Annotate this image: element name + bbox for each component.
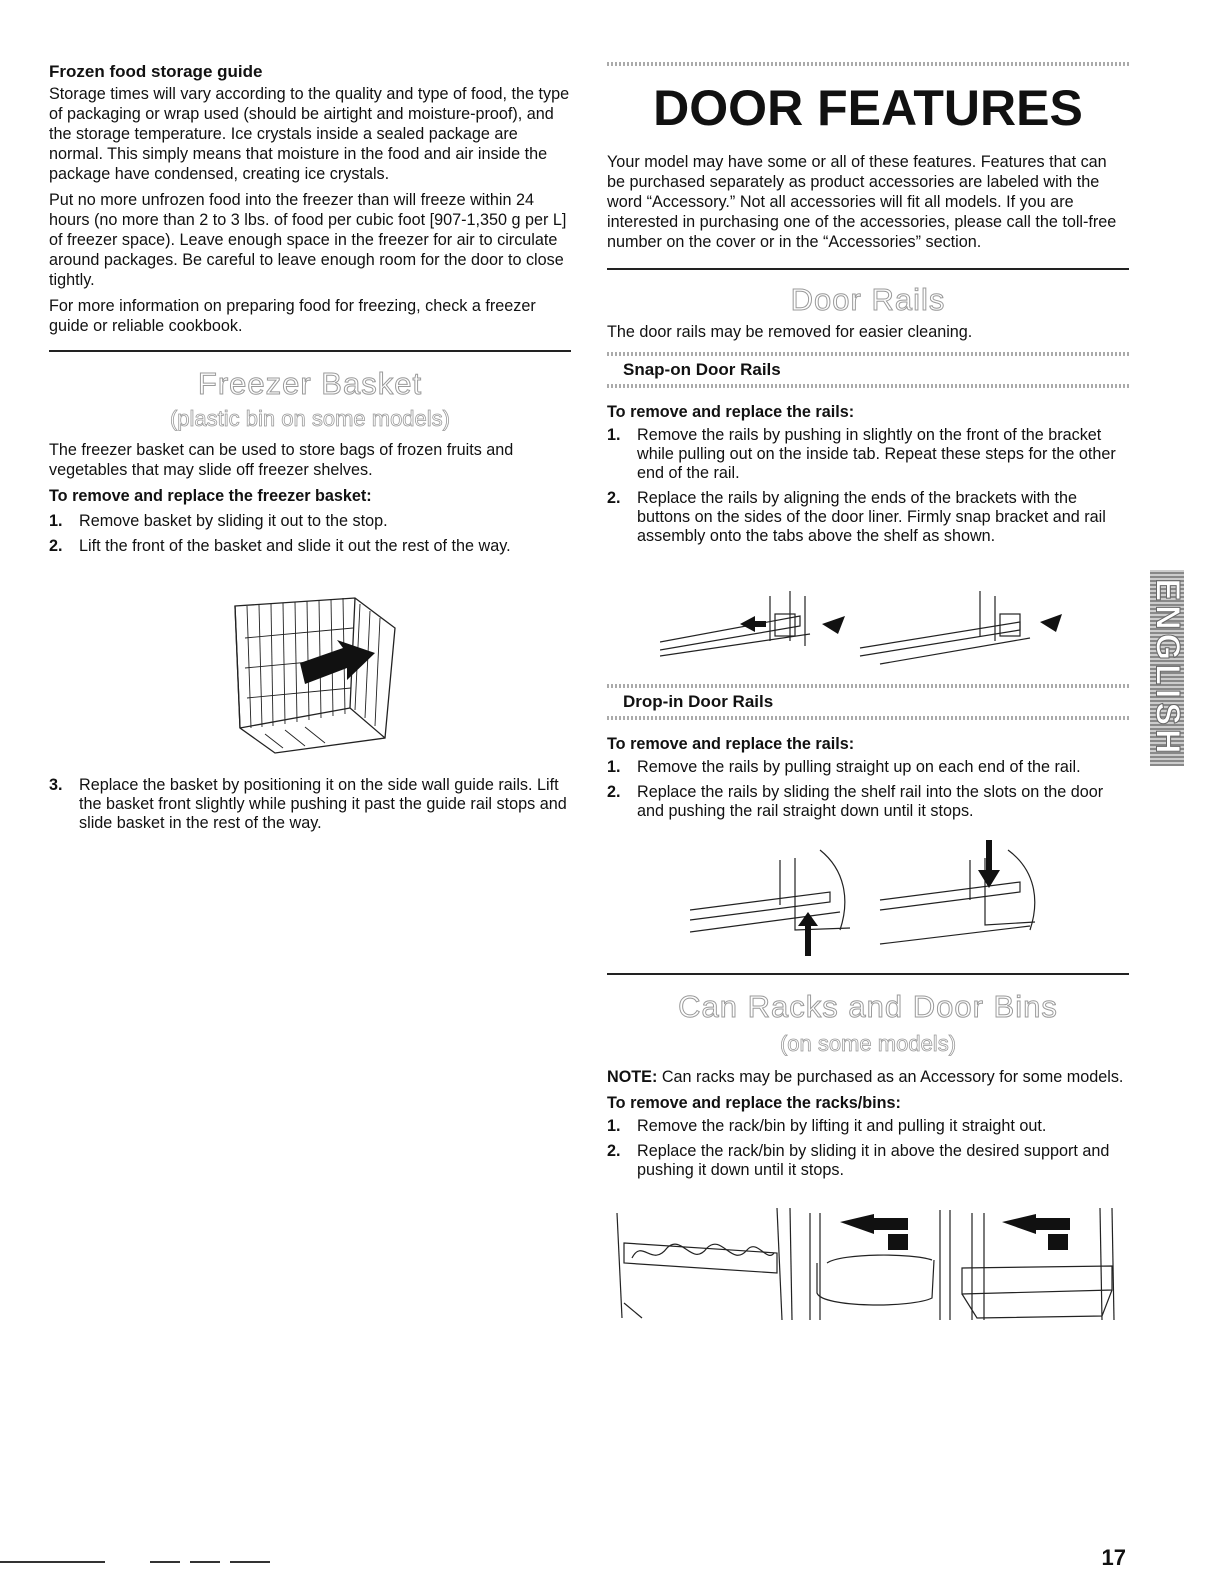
can-racks-subtitle: (on some models)	[779, 1031, 957, 1056]
drop-howto: To remove and replace the rails:	[607, 735, 855, 753]
snap-on-title: Snap-on Door Rails	[623, 360, 781, 379]
list-item: 1. Remove the rails by pushing in slightly on the front of the bracket while pulling out on the inside tab. Repeat these steps for the other end of the rail.	[607, 426, 1116, 482]
drop-in-section	[607, 684, 1129, 827]
snap-on-rails-illustration	[660, 586, 1080, 668]
list-item: 1. Remove the rails by pulling straight up on each end of the rail.	[607, 758, 1081, 776]
basket-steps-a	[49, 512, 571, 556]
section-divider	[607, 268, 1129, 270]
drop-in-rails-illustration	[690, 840, 1050, 960]
frozen-food-title: Frozen food storage guide	[49, 62, 263, 81]
snap-steps	[607, 426, 1129, 546]
list-item: 2. Replace the rails by sliding the shelf rail into the slots on the door and pushing the rail straight down until it stops.	[607, 783, 1104, 820]
door-rails-intro: The door rails may be removed for easier cleaning.	[607, 323, 973, 341]
top-dotted-rule	[607, 62, 1129, 66]
drop-in-title: Drop-in Door Rails	[623, 692, 774, 711]
basket-step-3-block	[49, 776, 571, 839]
snap-howto: To remove and replace the rails:	[607, 403, 855, 421]
left-column	[49, 62, 571, 562]
can-racks-bins-illustration	[612, 1208, 1122, 1326]
list-item: 2. Replace the rack/bin by sliding it in above the desired support and pushing it down until it stops.	[607, 1142, 1110, 1179]
freezer-basket-subtitle: (plastic bin on some models)	[169, 406, 450, 431]
list-item: 2. Lift the front of the basket and slide it out the rest of the way.	[49, 537, 511, 555]
page-number: 17	[1101, 1545, 1126, 1570]
frozen-paragraph-2: Put no more unfrozen food into the freezer than will freeze within 24 hours (no more than 2 to 3 lbs. of food per cubic foot [907-1,350 g per L] of freezer space). Leave enough space in the freezer for air to circulate around packages. Be careful to leave enough room for the door to close tightly.	[49, 191, 567, 289]
dotted-rule	[607, 384, 1129, 388]
frozen-paragraph-1: Storage times will vary according to the quality and type of food, the type of packaging or wrap used (should be airtight and moisture-proof), and the storage temperature. Ice crystals inside a sealed package are normal. This simply means that moisture in the food and air inside the package have condensed, creating ice crystals.	[49, 85, 570, 183]
door-features-title: DOOR FEATURES	[653, 80, 1083, 136]
right-column	[607, 62, 1129, 552]
language-side-tab: ENGLISH	[1150, 570, 1184, 766]
can-racks-note: NOTE: Can racks may be purchased as an Accessory for some models.	[607, 1068, 1124, 1086]
basket-intro: The freezer basket can be used to store bags of frozen fruits and vegetables that may slide off freezer shelves.	[49, 441, 514, 479]
footer-rule	[190, 1561, 220, 1563]
can-howto: To remove and replace the racks/bins:	[607, 1094, 901, 1112]
door-features-intro: Your model may have some or all of these features. Features that can be purchased separately as product accessories are labeled with the word “Accessory.” Not all accessories will fit all models. If you are interested in purchasing one of the accessories, please call the toll-free number on the cover or in the “Accessories” section.	[607, 153, 1117, 251]
list-item: 1. Remove basket by sliding it out to the stop.	[49, 512, 388, 530]
door-rails-title: Door Rails	[790, 282, 946, 317]
freezer-basket-illustration	[225, 588, 400, 758]
footer-rule	[150, 1561, 180, 1563]
list-item: 2. Replace the rails by aligning the ends of the brackets with the buttons on the sides of the door liner. Firmly snap bracket and rail assembly onto the tabs above the shelf as shown.	[607, 489, 1106, 545]
can-steps	[607, 1117, 1129, 1180]
drop-steps	[607, 758, 1129, 821]
basket-steps-b	[49, 776, 571, 833]
section-divider	[49, 350, 571, 352]
dotted-rule	[607, 716, 1129, 720]
section-divider	[607, 973, 1129, 975]
can-racks-title: Can Racks and Door Bins	[678, 989, 1058, 1024]
basket-howto: To remove and replace the freezer basket:	[49, 487, 372, 505]
frozen-paragraph-3: For more information on preparing food for freezing, check a freezer guide or reliable cookbook.	[49, 297, 536, 335]
can-racks-section	[607, 973, 1129, 1186]
footer-rule	[0, 1561, 105, 1563]
footer-rule	[230, 1561, 270, 1563]
freezer-basket-title: Freezer Basket	[197, 366, 423, 401]
list-item: 3. Replace the basket by positioning it on the side wall guide rails. Lift the basket front slightly while pushing it past the guide rail stops and slide basket in the rest of the way.	[49, 776, 567, 832]
list-item: 1. Remove the rack/bin by lifting it and pulling it straight out.	[607, 1117, 1047, 1135]
